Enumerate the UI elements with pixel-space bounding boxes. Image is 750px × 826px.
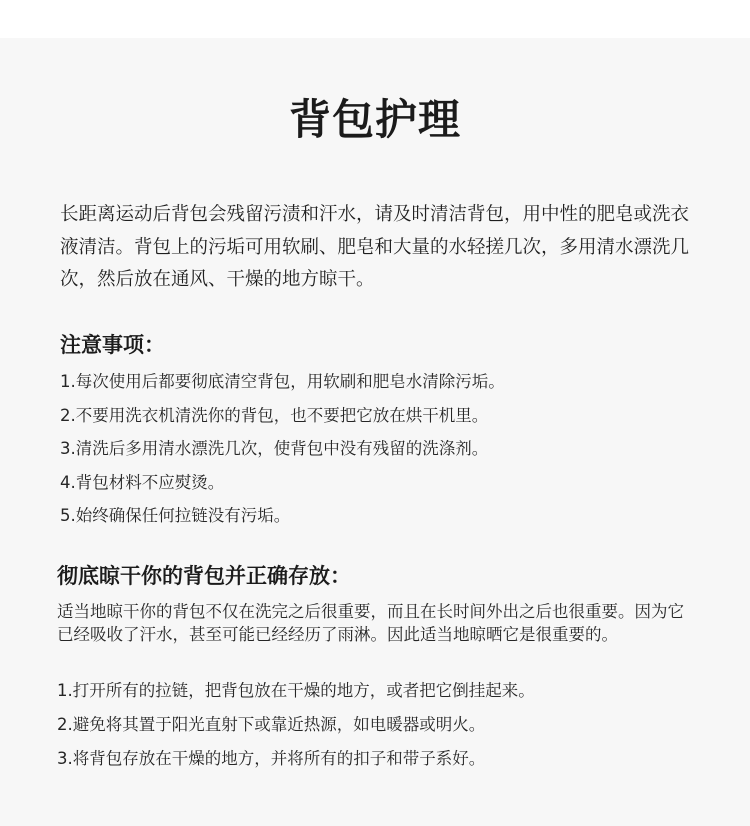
drying-list (57, 674, 535, 776)
drying-heading: 彻底晾干你的背包并正确存放： (57, 564, 351, 588)
list-item: 3.清洗后多用清水漂洗几次，使背包中没有残留的洗涤剂。 (60, 439, 489, 459)
list-item: 2.不要用洗衣机清洗你的背包，也不要把它放在烘干机里。 (60, 405, 489, 425)
drying-intro-paragraph: 适当地晾干你的背包不仅在洗完之后很重要，而且在长时间外出之后也很重要。因为它已经吸收了汗水，甚至可能已经经历了雨淋。因此适当地晾晒它是很重要的。 (57, 602, 684, 644)
list-item: 1.打开所有的拉链，把背包放在干燥的地方，或者把它倒挂起来。 (57, 681, 535, 700)
list-item: 1.每次使用后都要彻底清空背包，用软刷和肥皂水清除污垢。 (60, 372, 505, 391)
list-item: 5.始终确保任何拉链没有污垢。 (60, 506, 291, 526)
page-title: 背包护理 (288, 95, 461, 144)
list-item: 2.避免将其置于阳光直射下或靠近热源，如电暖器或明火。 (57, 715, 486, 734)
notes-list (60, 365, 505, 533)
intro-paragraph: 长距离运动后背包会残留污渍和汗水，请及时清洁背包，用中性的肥皂或洗衣液清洁。背包上的污垢可用软刷、肥皂和大量的水轻搓几次，多用清水漂洗几次，然后放在通风、干燥的地方晾干。 (60, 204, 690, 290)
list-item: 4.背包材料不应熨烫。 (60, 472, 225, 492)
list-item: 3.将背包存放在干燥的地方，并将所有的扣子和带子系好。 (57, 749, 486, 768)
notes-heading: 注意事项： (60, 333, 165, 357)
